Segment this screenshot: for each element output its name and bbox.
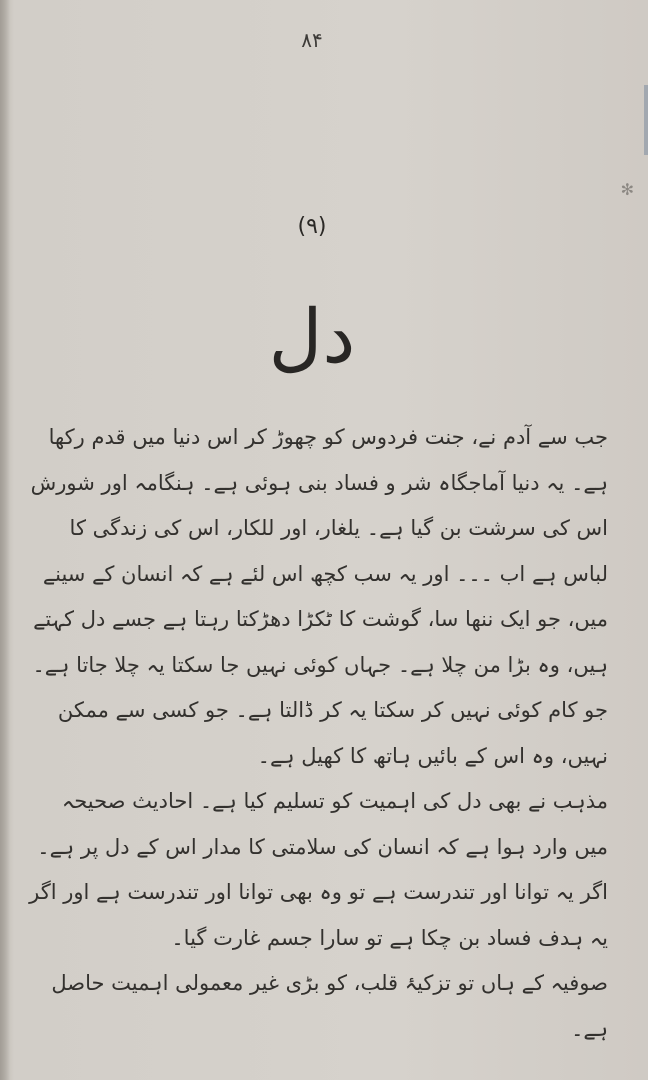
paper-speck: ✻	[620, 180, 634, 199]
chapter-title: دل	[268, 294, 356, 380]
paragraph-2: مذہب نے بھی دل کی اہمیت کو تسلیم کیا ہے۔ احادیث صحیحہ میں وارد ہوا ہے کہ انسان کی سلامتی کا مدار اس کے دل پر ہے۔ اگر یہ توانا اور تندرست ہے تو وہ بھی توانا اور تندرست ہے اور اگر یہ ہدف فساد بن چکا ہے تو سارا جسم غارت گیا۔	[29, 789, 608, 950]
paragraph-1: جب سے آدم نے، جنت فردوس کو چھوڑ کر اس دنیا میں قدم رکھا ہے۔ یہ دنیا آماجگاہ شر و فساد بنی ہوئی ہے۔ ہنگامہ اور شورش اس کی سرشت بن گیا ہے۔ یلغار، اور للکار، اس کی زندگی کا لباس ہے اب ۔۔۔ اور یہ سب کچھ اس لئے ہے کہ انسان کے سینے میں، جو ایک ننھا سا، گوشت کا ٹکڑا دھڑکتا رہتا ہے جسے دل کہتے ہیں، وہ بڑا من چلا ہے۔ جہاں کوئی نہیں جا سکتا یہ چلا جاتا ہے۔ جو کام کوئی نہیں کر سکتا یہ کر ڈالتا ہے۔ جو کسی سے ممکن نہیں، وہ اس کے بائیں ہاتھ کا کھیل ہے۔	[30, 425, 608, 768]
page-edge-shadow	[0, 0, 10, 1080]
body-text	[26, 415, 608, 1052]
paragraph-3: صوفیہ کے ہاں تو تزکیۂ قلب، کو بڑی غیر معمولی اہمیت حاصل ہے۔	[51, 971, 608, 1041]
chapter-number: (۹)	[297, 214, 327, 239]
page-number: ۸۴	[301, 28, 323, 52]
page-edge-mark	[644, 85, 648, 155]
